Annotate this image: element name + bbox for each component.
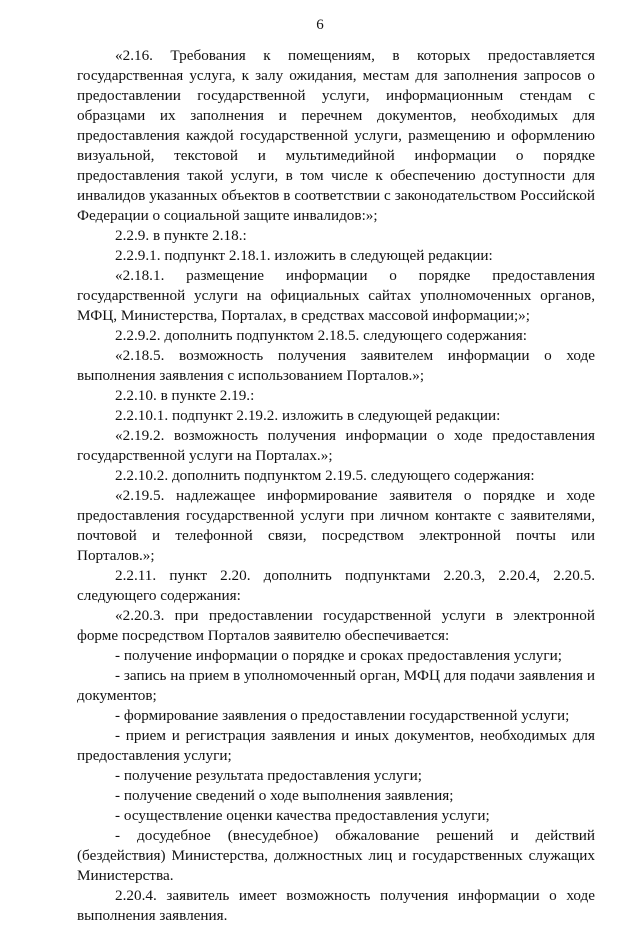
list-item-application-form: - формирование заявления о предоставлении государственной услуги; <box>115 707 570 724</box>
list-item-appointment: - запись на прием в уполномоченный орган, МФЦ для подачи заявления и документов; <box>77 667 595 704</box>
list-item-appeal: - досудебное (внесудебное) обжалование решений и действий (бездействия) Министерства, должностных лиц и государственных служащих Министерства. <box>77 827 595 884</box>
list-item-quality: - осуществление оценки качества предоставления услуги; <box>115 807 490 824</box>
paragraph-2-2-10-2: 2.2.10.2. дополнить подпунктом 2.19.5. следующего содержания: <box>115 467 535 484</box>
paragraph-2-2-10: 2.2.10. в пункте 2.19.: <box>115 387 255 404</box>
paragraph-2-18-1: «2.18.1. размещение информации о порядке предоставления государственной услуги на официальных сайтах уполномоченных органов, МФЦ, Министерства, Порталах, в средствах массовой информации;»; <box>77 267 595 324</box>
list-item-result: - получение результата предоставления услуги; <box>115 767 422 784</box>
paragraph-2-2-9-2: 2.2.9.2. дополнить подпунктом 2.18.5. следующего содержания: <box>115 327 528 344</box>
paragraph-2-2-11: 2.2.11. пункт 2.20. дополнить подпунктами 2.20.3, 2.20.4, 2.20.5. следующего содержания: <box>77 567 595 604</box>
paragraph-2-2-9-1: 2.2.9.1. подпункт 2.18.1. изложить в следующей редакции: <box>115 247 493 264</box>
list-item-status: - получение сведений о ходе выполнения заявления; <box>115 787 454 804</box>
document-body <box>77 46 595 926</box>
paragraph-2-2-9: 2.2.9. в пункте 2.18.: <box>115 227 247 244</box>
list-item-registration: - прием и регистрация заявления и иных документов, необходимых для предоставления услуги; <box>77 727 595 764</box>
paragraph-2-20-3: «2.20.3. при предоставлении государственной услуги в электронной форме посредством Порталов заявителю обеспечивается: <box>77 607 595 644</box>
paragraph-2-16: «2.16. Требования к помещениям, в которых предоставляется государственная услуга, к залу ожидания, местам для заполнения запросов о предоставлении государственной услуги, информационным стендам с образцами их заполнения и перечнем документов, необходимых для предоставления каждой государственной услуги, размещению и оформлению визуальной, текстовой и мультимедийной информации о порядке предоставления такой услуги, в том числе к обеспечению доступности для инвалидов указанных объектов в соответствии с законодательством Российской Федерации о социальной защите инвалидов:»; <box>77 47 595 224</box>
page-number: 6 <box>316 17 324 33</box>
list-item-info: - получение информации о порядке и сроках предоставления услуги; <box>115 647 562 664</box>
paragraph-2-20-4: 2.20.4. заявитель имеет возможность получения информации о ходе выполнения заявления. <box>77 887 595 924</box>
paragraph-2-2-10-1: 2.2.10.1. подпункт 2.19.2. изложить в следующей редакции: <box>115 407 501 424</box>
paragraph-2-19-2: «2.19.2. возможность получения информации о ходе предоставления государственной услуги на Порталах.»; <box>77 427 595 464</box>
paragraph-2-19-5: «2.19.5. надлежащее информирование заявителя о порядке и ходе предоставления государственной услуги при личном контакте с заявителями, почтовой и телефонной связи, посредством электронной почты или Порталов.»; <box>77 487 595 564</box>
paragraph-2-18-5: «2.18.5. возможность получения заявителем информации о ходе выполнения заявления с использованием Порталов.»; <box>77 347 595 384</box>
